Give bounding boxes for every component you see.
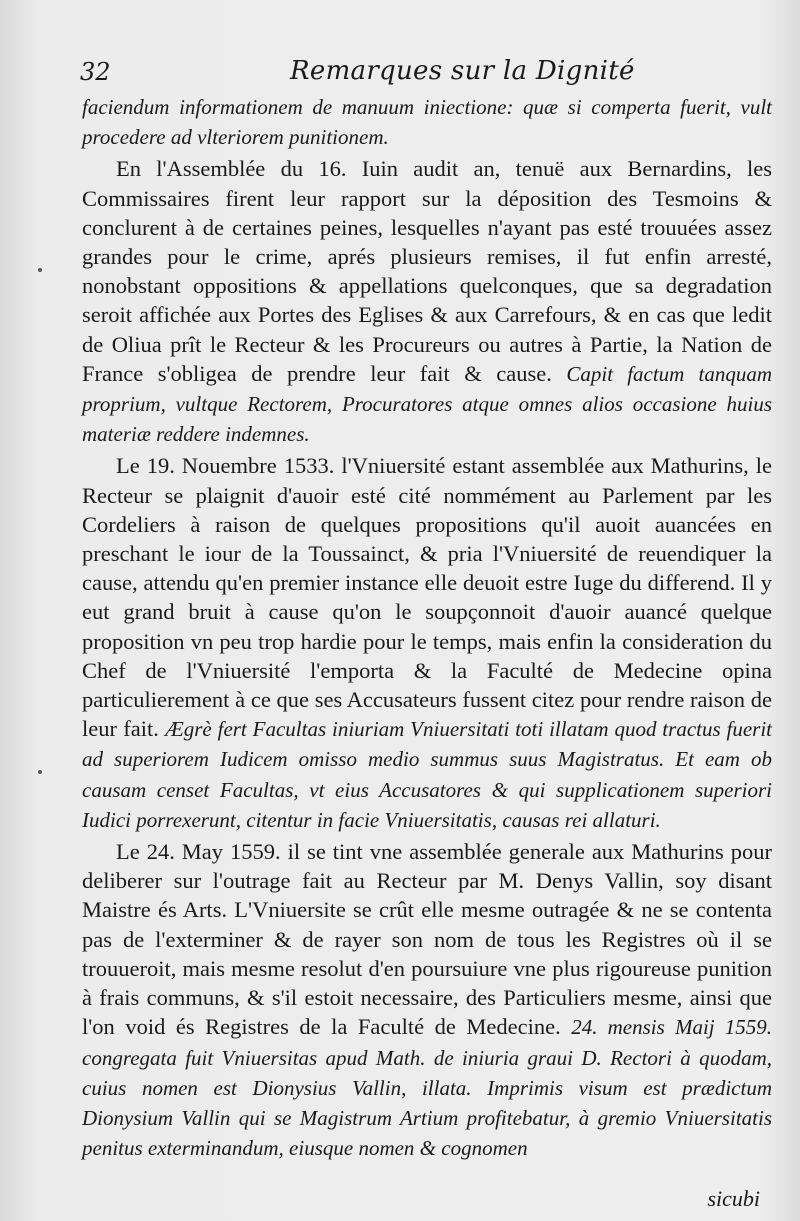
latin-quote: 24. mensis Maij 1559. congregata fuit Vniuersitas apud Math. de iniuria graui D. Rectori à quodam, cuius nomen est Dionysius Vallin, illata. Imprimis visum est prædictum Dionysium Vallin qui se Magistrum Artium profitebatur, à gremio Vniuersitatis penitus exterminandum, eiusque nomen & cognomen	[82, 1015, 773, 1161]
latin-quote: Ægrè fert Facultas iniuriam Vniuersitati toti illatam quod tractus fuerit ad superiorem Iudicem omisso medio summus suus Magistratus. Et eam ob causam censet Facultas, vt eius Accusatores & qui supplicationem superiori Iudici porrexerunt, citentur in facie Vniuersitatis, causas rei allaturi.	[82, 717, 773, 832]
margin-speck	[38, 770, 42, 774]
paragraph-text: En l'Assemblée du 16. Iuin audit an, tenuë aux Bernardins, les Commissaires firent leur rapport sur la déposition des Tesmoins & conclurent à de certaines peines, lesquelles n'ayant pas esté trouuées assez grandes pour le crime, aprés plusieurs remises, il fut enfin arresté, nonobstant oppositions & appellations quelconques, que sa degradation seroit affichée aux Portes des Eglises & aux Carrefours, & en cas que ledit de Oliua prît le Recteur & les Procureurs ou autres à Partie, la Nation de France s'obligea de prendre leur fait & cause.	[82, 156, 772, 386]
latin-quote: faciendum informationem de manuum iniectione: quæ si comperta fuerit, vult procedere ad vlteriorem punitionem.	[82, 95, 772, 150]
latin-quote: Capit factum tanquam proprium, vultque Rectorem, Procuratores atque omnes alios occasione huius materiæ reddere indemnes.	[82, 361, 772, 447]
margin-speck	[38, 268, 42, 272]
page-header	[80, 52, 770, 90]
paragraph-text: Le 24. May 1559. il se tint vne assemblée generale aux Mathurins pour deliberer sur l'outrage fait au Recteur par M. Denys Vallin, soy disant Maistre és Arts. L'Vniuersite se crût elle mesme outragée & ne se contenta pas de l'exterminer & de rayer son nom de tous les Registres où il se trouueroit, mais mesme resolut d'en poursuiure vne plus rigoureuse punition à frais communs, & s'il estoit necessaire, des Particuliers mesme, ainsi que l'on void és Registres de la Faculté de Medecine.	[82, 839, 772, 1040]
body-text	[82, 92, 772, 1163]
paragraph-assemblee-juin	[82, 154, 772, 449]
running-title: Remarques sur la Dignité	[290, 56, 635, 86]
page-number: 32	[80, 58, 111, 86]
paragraph-may-1559	[82, 837, 772, 1163]
paragraph-continuation	[82, 92, 772, 152]
paragraph-text: Le 19. Nouembre 1533. l'Vniuersité estant assemblée aux Mathurins, le Recteur se plaignit d'auoir esté cité nommément au Parlement par les Cordeliers à raison de quelques propositions qu'il auoit auancées en preschant le iour de la Toussainct, & pria l'Vniuersité de reuendiquer la cause, attendu qu'en premier instance elle deuoit estre Iuge du differend. Il y eut grand bruit à cause qu'on le soupçonnoit d'auoir auancé quelque proposition vn peu trop hardie pour le temps, mais enfin la consideration du Chef de l'Vniuersité l'emporta & la Faculté de Medecine opina particulierement à ce que ses Accusateurs fussent citez pour rendre raison de leur fait.	[82, 453, 772, 742]
catch-word: sicubi	[707, 1186, 760, 1211]
paragraph-novembre-1533	[82, 451, 772, 835]
